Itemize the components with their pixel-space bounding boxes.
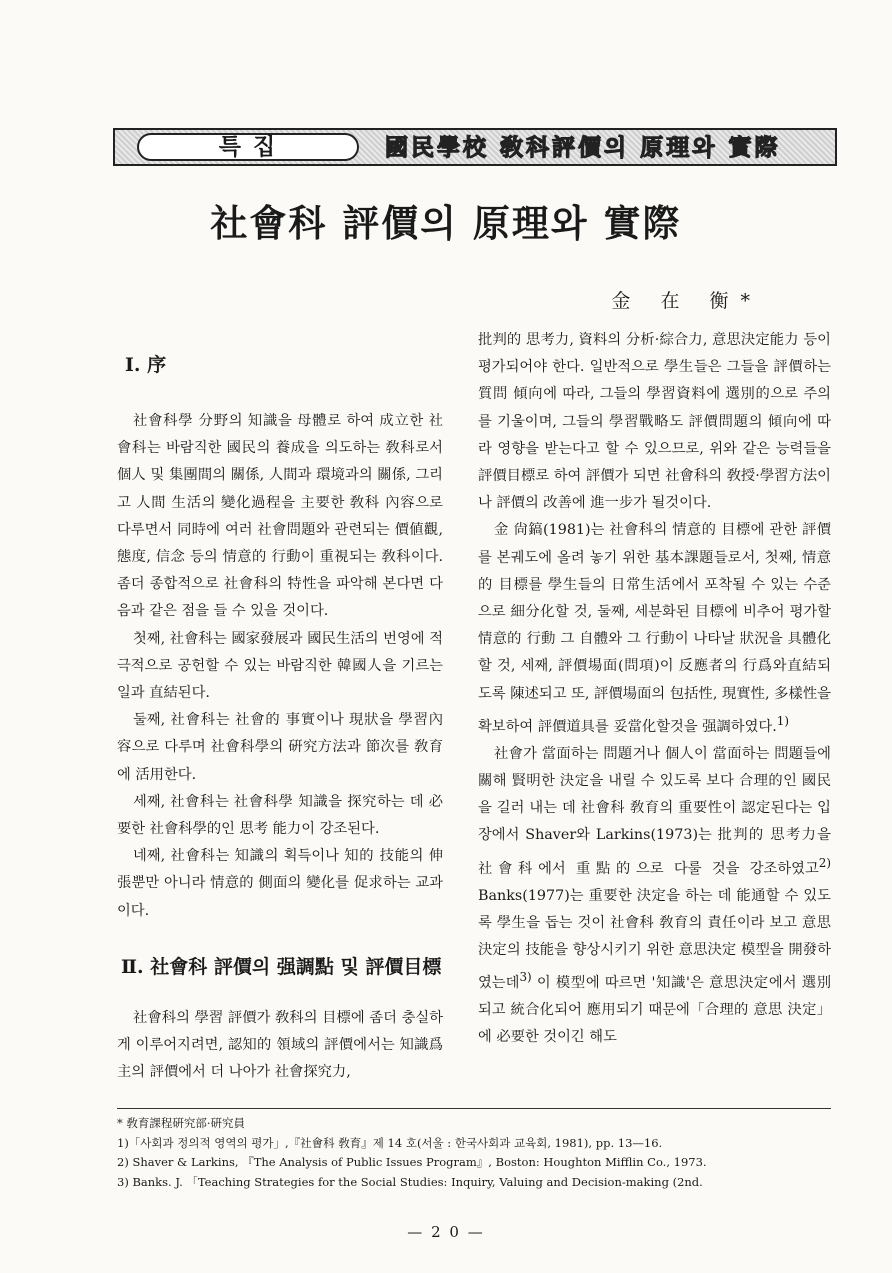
- right-column: [478, 327, 831, 1052]
- footnote: 3) Banks. J. 「Teaching Strategies for the Social Studies: Inquiry, Valuing and Decision-making (2nd.: [117, 1174, 703, 1189]
- paragraph-text: 金 尙鎬(1981)는 社會科의 情意的 目標에 관한 評價를 본궤도에 올려 놓기 위한 基本課題들로서, 첫째, 情意的 目標를 學生들의 日常生活에서 포착될 수 있는 수준으로 細分化할 것, 둘째, 세분화된 目標에 비추어 평가할 情意的 行動 그 自體와 그 行動이 나타날 狀況을 具體化할 것, 세째, 評價場面(問項)이 反應者의 行爲와直結되도록 陳述되고 또, 評價場面의 包括性, 現實性, 多樣性을 확보하여 評價道具를 妥當化할것을 强調하였다.: [478, 522, 831, 735]
- footnote-ref: 3): [519, 970, 532, 985]
- footnote: 2) Shaver & Larkins, 『The Analysis of Public Issues Program』, Boston: Houghton Mifflin Co., 1973.: [117, 1155, 707, 1169]
- footnote-ref: 1): [776, 713, 790, 728]
- footnote-ref: 2): [818, 855, 831, 870]
- paragraph: 社會科의 學習 評價가 敎科의 目標에 좀더 충실하게 이루어지려면, 認知的 領域의 評價에서는 知識爲主의 評價에서 더 나아가 社會探究力,: [117, 1009, 443, 1081]
- paragraph-text: Banks(1977)는 重要한 決定을 하는 데 能通할 수 있도록 學生을 돕는 것이 社會科 敎育의 責任이라 보고 意思決定의 技能을 향상시키기 위한 意思決定 模型을 開發하였는데: [478, 887, 831, 991]
- footnotes: [117, 1108, 831, 1192]
- author-name: 金 在 衡*: [611, 290, 762, 312]
- paragraph: [478, 741, 831, 1052]
- section-heading-1: Ⅰ. 序: [125, 354, 167, 376]
- paragraph: [478, 517, 831, 740]
- page-number: — 2 0 —: [407, 1223, 485, 1241]
- paragraph: 社會科學 分野의 知識을 母體로 하여 成立한 社會科는 바람직한 國民의 養成을 의도하는 敎科로서 個人 및 集團間의 關係, 人間과 環境과의 關係, 그리고 人間 生活의 變化過程을 主要한 敎科 內容으로 다루면서 同時에 여러 社會問題와 관련되는 價値觀, 態度, 信念 등의 情意的 行動이 重視되는 敎科이다. 좀더 종합적으로 社會科의 特性을 파악해 본다면 다음과 같은 점을 들 수 있을 것이다.: [117, 413, 443, 620]
- paragraph-text: 社會가 當面하는 問題거나 個人이 當面하는 問題들에 關해 賢明한 決定을 내릴 수 있도록 보다 合理的인 國民을 길러 내는 데 社會科 敎育의 重要性이 認定된다는 입장에서 Shaver와 Larkins(1973)는 批判的 思考力을 社會科에서 重點的으로 다룰 것을 강조하였고: [478, 745, 831, 877]
- paragraph: 둘째, 社會科는 社會的 事實이나 現狀을 學習內容으로 다루며 社會科學의 硏究方法과 節次를 敎育에 活用한다.: [117, 712, 443, 783]
- paragraph: 세째, 社會科는 社會科學 知識을 探究하는 데 必要한 社會科學的인 思考 能力이 강조된다.: [117, 793, 443, 838]
- footnote: 1)「사회과 정의적 영역의 평가」,『社會科 敎育』제 14 호(서울 : 한국사회과 교육회, 1981), pp. 13—16.: [117, 1135, 663, 1150]
- paragraph: 批判的 思考力, 資料의 分析·綜合力, 意思決定能力 등이 평가되어야 한다. 일반적으로 學生들은 그들을 評價하는 質問 傾向에 따라, 그들의 學習資料에 選別的으로 주의를 기울이며, 그들의 學習戰略도 評價問題의 傾向에 따라 영향을 받는다고 할 수 있으므로, 위와 같은 능력들을 評價目標로 하여 評價가 되면 社會科의 敎授·學習方法이나 評價의 改善에 進一步가 될것이다.: [478, 332, 831, 512]
- left-column: [117, 325, 443, 1086]
- feature-banner: [113, 128, 837, 166]
- feature-tag: 특 집: [137, 133, 359, 161]
- feature-title: 國民學校 敎科評價의 原理와 實際: [385, 135, 781, 161]
- article-title: 社會科 評價의 原理와 實際: [210, 201, 682, 245]
- paragraph: 첫째, 社會科는 國家發展과 國民生活의 번영에 적극적으로 공헌할 수 있는 바람직한 韓國人을 기르는 일과 直結된다.: [117, 630, 443, 702]
- paragraph-text: 이 模型에 따르면 '知識'은 意思決定에서 選別되고 統合化되어 應用되기 때문에「合理的 意思 決定」에 必要한 것이긴 해도: [478, 974, 831, 1046]
- section-heading-2: Ⅱ. 社會科 評價의 强調點 및 評價目標: [121, 955, 442, 978]
- footnote: * 敎育課程硏究部·硏究員: [117, 1116, 246, 1130]
- paragraph: 네째, 社會科는 知識의 획득이나 知的 技能의 伸張뿐만 아니라 情意的 側面의 變化를 促求하는 교과이다.: [117, 848, 443, 919]
